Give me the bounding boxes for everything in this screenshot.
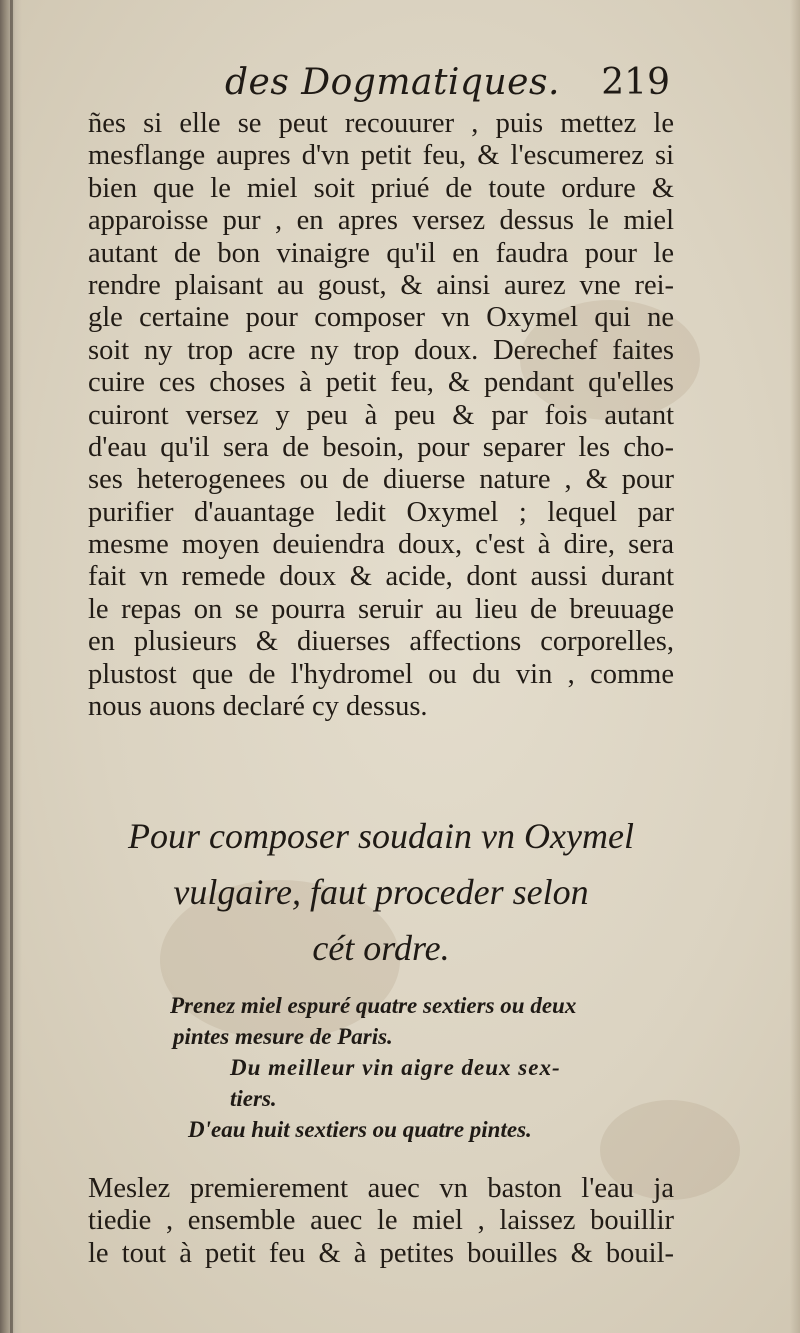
recipe-list [88,990,674,1145]
text-line: cuire ces choses à petit feu, & pendant qu'elles [88,367,674,399]
heading-line: cét ordre. [312,928,450,968]
text-line: nous auons declaré cy dessus. [88,691,428,723]
text-line: ses heterogenees ou de diuerse nature , & pour [88,464,674,496]
page-edge-shadow [790,0,800,1333]
text-line: cuiront versez y peu à peu & par fois autant [88,399,674,431]
text-line: Meslez premierement auec vn baston l'eau ja [88,1173,674,1204]
heading-line: Pour composer soudain vn Oxymel [128,816,634,856]
heading-line: vulgaire, faut proceder selon [173,872,589,912]
text-line: plustost que de l'hydromel ou du vin , comme [88,658,674,690]
text-line: purifier d'auantage ledit Oxymel ; lequel par [88,496,674,528]
recipe-line: tiers. [230,1086,277,1111]
text-line: en plusieurs & diuerses affections corporelles, [88,626,674,658]
text-line: mesflange aupres d'vn petit feu, & l'escumerez si [88,140,674,172]
recipe-line: pintes mesure de Paris. [173,1024,393,1049]
text-line: mesme moyen deuiendra doux, c'est à dire, sera [88,529,674,561]
page-header [100,62,670,112]
text-line: rendre plaisant au goust, & ainsi aurez vne rei- [88,269,674,301]
recipe-line: Du meilleur vin aigre deux sex- [230,1055,561,1080]
text-line: apparoisse pur , en apres versez dessus le miel [88,205,674,237]
text-line: soit ny trop acre ny trop doux. Derechef faites [88,334,674,366]
text-line: fait vn remede doux & acide, dont aussi durant [88,561,674,593]
closing-paragraph [88,1173,674,1270]
page-number: 219 [601,62,670,103]
text-line: ñes si elle se peut recouurer , puis mettez le [88,108,674,139]
text-line: tiedie , ensemble auec le miel , laissez bouillir [88,1205,674,1237]
running-title: des Dogmatiques. [225,62,560,103]
recipe-line: Prenez miel espuré quatre sextiers ou deux [170,993,577,1018]
body-paragraph [88,108,674,723]
text-line: gle certaine pour composer vn Oxymel qui ne [88,302,674,334]
text-line: autant de bon vinaigre qu'il en faudra pour le [88,237,674,269]
text-line: bien que le miel soit priué de toute ordure & [88,172,674,204]
binding-shadow-line [10,0,13,1333]
text-line: le repas on se pourra seruir au lieu de breuuage [88,593,674,625]
recipe-line: D'eau huit sextiers ou quatre pintes. [188,1117,532,1142]
section-heading [88,808,674,976]
text-line: d'eau qu'il sera de besoin, pour separer les cho- [88,431,674,463]
text-line: le tout à petit feu & à petites bouilles & bouil- [88,1237,674,1269]
